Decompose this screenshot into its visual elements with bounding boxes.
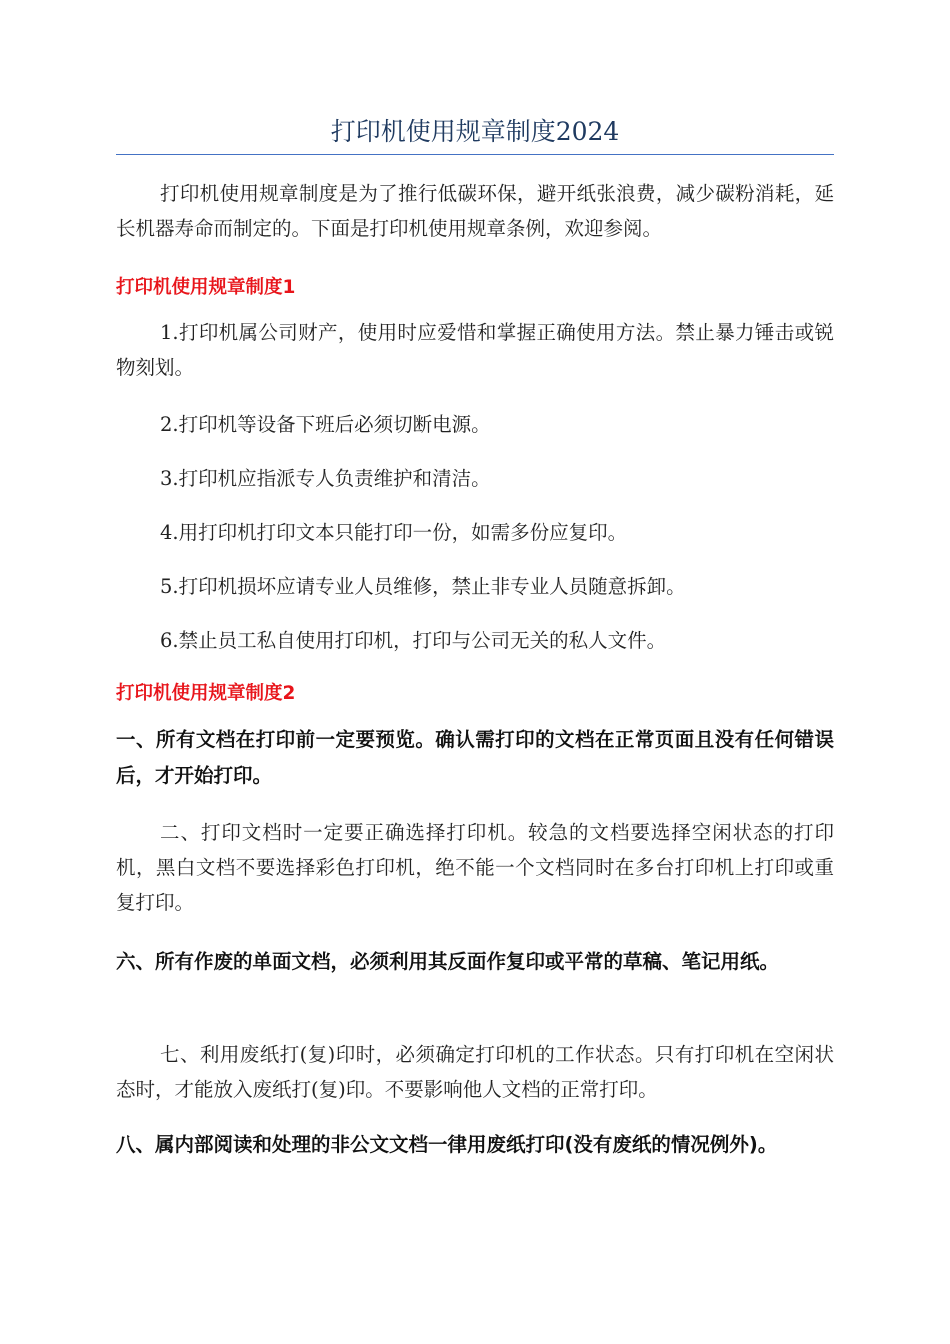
section2-heading: 打印机使用规章制度2 — [116, 683, 296, 704]
section1-item-4: 4.用打印机打印文本只能打印一份，如需多份应复印。 — [160, 521, 628, 544]
intro-paragraph: 打印机使用规章制度是为了推行低碳环保，避开纸张浪费，减少碳粉消耗，延长机器寿命而制定的。下面是打印机使用规章条例，欢迎参阅。 — [116, 182, 834, 240]
section2-paragraph-2: 二、打印文档时一定要正确选择打印机。较急的文档要选择空闲状态的打印机，黑白文档不要选择彩色打印机，绝不能一个文档同时在多台打印机上打印或重复打印。 — [116, 821, 834, 914]
section2-paragraph-1: 一、所有文档在打印前一定要预览。确认需打印的文档在正常页面且没有任何错误后，才开始打印。 — [116, 728, 834, 787]
section2-paragraph-3: 六、所有作废的单面文档，必须利用其反面作复印或平常的草稿、笔记用纸。 — [116, 950, 780, 973]
section2-paragraph-4: 七、利用废纸打(复)印时，必须确定打印机的工作状态。只有打印机在空闲状态时，才能放入废纸打(复)印。不要影响他人文档的正常打印。 — [116, 1043, 834, 1101]
section1-item-6: 6.禁止员工私自使用打印机，打印与公司无关的私人文件。 — [160, 629, 667, 652]
section1-item-5: 5.打印机损坏应请专业人员维修，禁止非专业人员随意拆卸。 — [160, 575, 686, 598]
section2-paragraph-5: 八、属内部阅读和处理的非公文文档一律用废纸打印(没有废纸的情况例外)。 — [116, 1133, 778, 1156]
section1-item-2: 2.打印机等设备下班后必须切断电源。 — [160, 413, 491, 436]
section1-item-1: 1.打印机属公司财产，使用时应爱惜和掌握正确使用方法。禁止暴力锤击或锐物刻划。 — [116, 321, 834, 379]
section1-item-3: 3.打印机应指派专人负责维护和清洁。 — [160, 467, 491, 490]
title-underline — [116, 154, 834, 155]
section1-heading: 打印机使用规章制度1 — [116, 277, 296, 298]
document-title: 打印机使用规章制度2024 — [330, 117, 620, 146]
